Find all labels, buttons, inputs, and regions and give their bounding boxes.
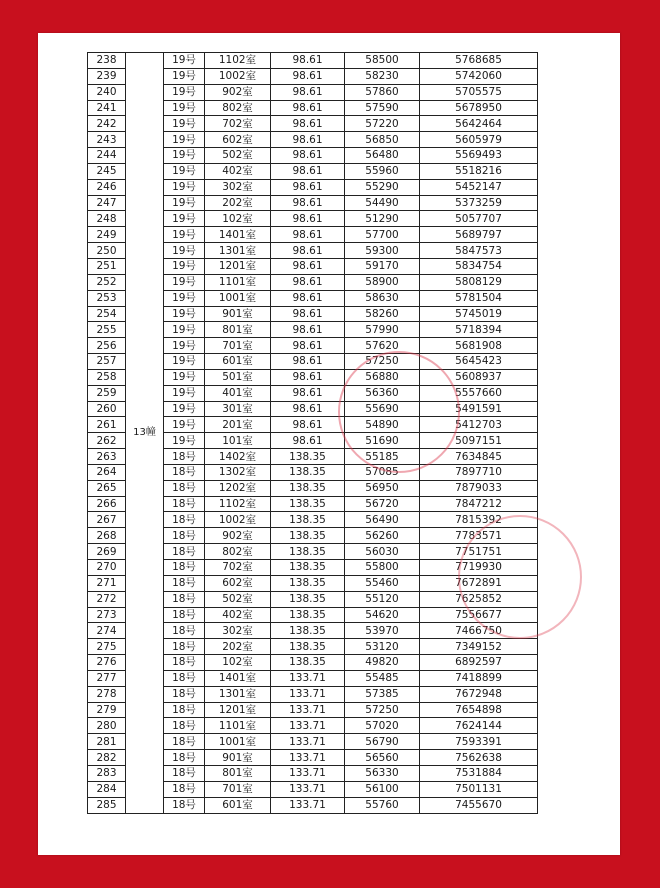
unit-number-cell: 18号 — [164, 528, 205, 544]
area-cell: 98.61 — [271, 243, 345, 259]
total-price-cell: 7466750 — [420, 623, 538, 639]
area-cell: 98.61 — [271, 274, 345, 290]
unit-number-cell: 18号 — [164, 781, 205, 797]
room-number-cell: 1401室 — [205, 670, 271, 686]
total-price-cell: 5642464 — [420, 116, 538, 132]
total-price-cell: 7349152 — [420, 639, 538, 655]
area-cell: 138.35 — [271, 528, 345, 544]
area-cell: 138.35 — [271, 496, 345, 512]
room-number-cell: 1002室 — [205, 68, 271, 84]
unit-number-cell: 19号 — [164, 195, 205, 211]
row-number-cell: 283 — [88, 765, 126, 781]
room-number-cell: 902室 — [205, 84, 271, 100]
total-price-cell: 7672948 — [420, 686, 538, 702]
row-number-cell: 284 — [88, 781, 126, 797]
total-price-cell: 5557660 — [420, 385, 538, 401]
room-number-cell: 1101室 — [205, 274, 271, 290]
room-number-cell: 702室 — [205, 116, 271, 132]
total-price-cell: 7625852 — [420, 591, 538, 607]
building-cell: 13幢 — [126, 53, 164, 814]
area-cell: 138.35 — [271, 464, 345, 480]
total-price-cell: 7751751 — [420, 544, 538, 560]
area-cell: 138.35 — [271, 544, 345, 560]
area-cell: 98.61 — [271, 132, 345, 148]
room-number-cell: 102室 — [205, 655, 271, 671]
unit-price-cell: 55185 — [345, 449, 420, 465]
room-number-cell: 801室 — [205, 765, 271, 781]
row-number-cell: 242 — [88, 116, 126, 132]
unit-number-cell: 19号 — [164, 179, 205, 195]
area-cell: 98.61 — [271, 322, 345, 338]
unit-price-cell: 53970 — [345, 623, 420, 639]
unit-number-cell: 18号 — [164, 449, 205, 465]
row-number-cell: 252 — [88, 274, 126, 290]
room-number-cell: 1302室 — [205, 464, 271, 480]
area-cell: 98.61 — [271, 354, 345, 370]
unit-price-cell: 51290 — [345, 211, 420, 227]
row-number-cell: 256 — [88, 338, 126, 354]
area-cell: 98.61 — [271, 84, 345, 100]
unit-number-cell: 19号 — [164, 116, 205, 132]
row-number-cell: 244 — [88, 148, 126, 164]
unit-number-cell: 19号 — [164, 84, 205, 100]
unit-price-cell: 57700 — [345, 227, 420, 243]
row-number-cell: 276 — [88, 655, 126, 671]
unit-number-cell: 18号 — [164, 560, 205, 576]
unit-price-cell: 54620 — [345, 607, 420, 623]
room-number-cell: 1102室 — [205, 496, 271, 512]
room-number-cell: 901室 — [205, 750, 271, 766]
unit-price-cell: 56950 — [345, 480, 420, 496]
room-number-cell: 1001室 — [205, 734, 271, 750]
area-cell: 133.71 — [271, 670, 345, 686]
unit-number-cell: 18号 — [164, 797, 205, 813]
row-number-cell: 245 — [88, 163, 126, 179]
area-cell: 133.71 — [271, 781, 345, 797]
unit-number-cell: 19号 — [164, 433, 205, 449]
row-number-cell: 282 — [88, 750, 126, 766]
unit-number-cell: 19号 — [164, 258, 205, 274]
unit-number-cell: 19号 — [164, 322, 205, 338]
room-number-cell: 202室 — [205, 195, 271, 211]
price-table-body — [88, 53, 538, 814]
total-price-cell: 7879033 — [420, 480, 538, 496]
row-number-cell: 239 — [88, 68, 126, 84]
unit-price-cell: 57085 — [345, 464, 420, 480]
unit-number-cell: 18号 — [164, 512, 205, 528]
unit-number-cell: 19号 — [164, 385, 205, 401]
unit-number-cell: 18号 — [164, 480, 205, 496]
row-number-cell: 249 — [88, 227, 126, 243]
area-cell: 98.61 — [271, 369, 345, 385]
row-number-cell: 243 — [88, 132, 126, 148]
row-number-cell: 260 — [88, 401, 126, 417]
room-number-cell: 701室 — [205, 338, 271, 354]
total-price-cell: 7847212 — [420, 496, 538, 512]
room-number-cell: 602室 — [205, 575, 271, 591]
room-number-cell: 1202室 — [205, 480, 271, 496]
unit-number-cell: 19号 — [164, 369, 205, 385]
row-number-cell: 267 — [88, 512, 126, 528]
area-cell: 138.35 — [271, 655, 345, 671]
area-cell: 98.61 — [271, 290, 345, 306]
unit-price-cell: 59170 — [345, 258, 420, 274]
unit-number-cell: 19号 — [164, 274, 205, 290]
total-price-cell: 7719930 — [420, 560, 538, 576]
area-cell: 98.61 — [271, 53, 345, 69]
room-number-cell: 1301室 — [205, 243, 271, 259]
total-price-cell: 5808129 — [420, 274, 538, 290]
area-cell: 138.35 — [271, 560, 345, 576]
total-price-cell: 7531884 — [420, 765, 538, 781]
row-number-cell: 269 — [88, 544, 126, 560]
unit-price-cell: 53120 — [345, 639, 420, 655]
unit-price-cell: 58230 — [345, 68, 420, 84]
unit-number-cell: 18号 — [164, 686, 205, 702]
unit-price-cell: 56330 — [345, 765, 420, 781]
room-number-cell: 402室 — [205, 607, 271, 623]
row-number-cell: 278 — [88, 686, 126, 702]
total-price-cell: 5705575 — [420, 84, 538, 100]
row-number-cell: 280 — [88, 718, 126, 734]
total-price-cell: 5518216 — [420, 163, 538, 179]
unit-number-cell: 19号 — [164, 354, 205, 370]
row-number-cell: 251 — [88, 258, 126, 274]
row-number-cell: 264 — [88, 464, 126, 480]
total-price-cell: 5718394 — [420, 322, 538, 338]
room-number-cell: 902室 — [205, 528, 271, 544]
unit-price-cell: 55485 — [345, 670, 420, 686]
area-cell: 138.35 — [271, 512, 345, 528]
row-number-cell: 277 — [88, 670, 126, 686]
unit-number-cell: 19号 — [164, 227, 205, 243]
total-price-cell: 7556677 — [420, 607, 538, 623]
room-number-cell: 102室 — [205, 211, 271, 227]
total-price-cell: 5057707 — [420, 211, 538, 227]
document-page — [38, 33, 620, 855]
area-cell: 98.61 — [271, 385, 345, 401]
row-number-cell: 246 — [88, 179, 126, 195]
room-number-cell: 302室 — [205, 179, 271, 195]
unit-number-cell: 19号 — [164, 417, 205, 433]
unit-price-cell: 54490 — [345, 195, 420, 211]
unit-number-cell: 19号 — [164, 53, 205, 69]
unit-price-cell: 57385 — [345, 686, 420, 702]
room-number-cell: 802室 — [205, 544, 271, 560]
unit-price-cell: 57590 — [345, 100, 420, 116]
unit-number-cell: 18号 — [164, 575, 205, 591]
room-number-cell: 202室 — [205, 639, 271, 655]
row-number-cell: 274 — [88, 623, 126, 639]
area-cell: 98.61 — [271, 338, 345, 354]
unit-price-cell: 56880 — [345, 369, 420, 385]
room-number-cell: 1001室 — [205, 290, 271, 306]
area-cell: 138.35 — [271, 591, 345, 607]
room-number-cell: 302室 — [205, 623, 271, 639]
unit-number-cell: 19号 — [164, 338, 205, 354]
area-cell: 133.71 — [271, 702, 345, 718]
unit-number-cell: 19号 — [164, 132, 205, 148]
row-number-cell: 241 — [88, 100, 126, 116]
unit-price-cell: 58630 — [345, 290, 420, 306]
unit-price-cell: 58900 — [345, 274, 420, 290]
unit-price-cell: 56480 — [345, 148, 420, 164]
area-cell: 133.71 — [271, 750, 345, 766]
area-cell: 98.61 — [271, 227, 345, 243]
area-cell: 138.35 — [271, 480, 345, 496]
total-price-cell: 5768685 — [420, 53, 538, 69]
unit-number-cell: 18号 — [164, 718, 205, 734]
room-number-cell: 201室 — [205, 417, 271, 433]
row-number-cell: 259 — [88, 385, 126, 401]
row-number-cell: 273 — [88, 607, 126, 623]
unit-price-cell: 57250 — [345, 354, 420, 370]
room-number-cell: 502室 — [205, 591, 271, 607]
room-number-cell: 601室 — [205, 354, 271, 370]
room-number-cell: 101室 — [205, 433, 271, 449]
unit-number-cell: 19号 — [164, 401, 205, 417]
room-number-cell: 602室 — [205, 132, 271, 148]
row-number-cell: 272 — [88, 591, 126, 607]
unit-price-cell: 55120 — [345, 591, 420, 607]
room-number-cell: 701室 — [205, 781, 271, 797]
room-number-cell: 1402室 — [205, 449, 271, 465]
total-price-cell: 5373259 — [420, 195, 538, 211]
total-price-cell: 5745019 — [420, 306, 538, 322]
unit-price-cell: 56260 — [345, 528, 420, 544]
unit-price-cell: 56490 — [345, 512, 420, 528]
room-number-cell: 301室 — [205, 401, 271, 417]
row-number-cell: 262 — [88, 433, 126, 449]
area-cell: 138.35 — [271, 607, 345, 623]
row-number-cell: 257 — [88, 354, 126, 370]
unit-number-cell: 18号 — [164, 639, 205, 655]
room-number-cell: 402室 — [205, 163, 271, 179]
unit-price-cell: 55960 — [345, 163, 420, 179]
total-price-cell: 5834754 — [420, 258, 538, 274]
unit-price-cell: 56560 — [345, 750, 420, 766]
area-cell: 133.71 — [271, 797, 345, 813]
total-price-cell: 5689797 — [420, 227, 538, 243]
total-price-cell: 5781504 — [420, 290, 538, 306]
unit-number-cell: 18号 — [164, 734, 205, 750]
unit-price-cell: 59300 — [345, 243, 420, 259]
row-number-cell: 258 — [88, 369, 126, 385]
unit-price-cell: 56100 — [345, 781, 420, 797]
row-number-cell: 240 — [88, 84, 126, 100]
unit-number-cell: 19号 — [164, 100, 205, 116]
total-price-cell: 5742060 — [420, 68, 538, 84]
unit-price-cell: 55690 — [345, 401, 420, 417]
room-number-cell: 501室 — [205, 369, 271, 385]
total-price-cell: 7815392 — [420, 512, 538, 528]
row-number-cell: 275 — [88, 639, 126, 655]
unit-price-cell: 58260 — [345, 306, 420, 322]
unit-number-cell: 18号 — [164, 655, 205, 671]
total-price-cell: 7897710 — [420, 464, 538, 480]
row-number-cell: 248 — [88, 211, 126, 227]
room-number-cell: 1201室 — [205, 258, 271, 274]
area-cell: 98.61 — [271, 211, 345, 227]
area-cell: 138.35 — [271, 449, 345, 465]
room-number-cell: 401室 — [205, 385, 271, 401]
unit-price-cell: 51690 — [345, 433, 420, 449]
room-number-cell: 1102室 — [205, 53, 271, 69]
row-number-cell: 261 — [88, 417, 126, 433]
area-cell: 98.61 — [271, 68, 345, 84]
unit-number-cell: 18号 — [164, 544, 205, 560]
unit-number-cell: 19号 — [164, 211, 205, 227]
unit-price-cell: 57020 — [345, 718, 420, 734]
unit-price-cell: 55460 — [345, 575, 420, 591]
area-cell: 98.61 — [271, 433, 345, 449]
row-number-cell: 254 — [88, 306, 126, 322]
row-number-cell: 247 — [88, 195, 126, 211]
unit-number-cell: 19号 — [164, 68, 205, 84]
total-price-cell: 5681908 — [420, 338, 538, 354]
row-number-cell: 253 — [88, 290, 126, 306]
row-number-cell: 285 — [88, 797, 126, 813]
room-number-cell: 702室 — [205, 560, 271, 576]
price-table-container — [87, 52, 538, 814]
area-cell: 138.35 — [271, 639, 345, 655]
row-number-cell: 270 — [88, 560, 126, 576]
unit-number-cell: 18号 — [164, 464, 205, 480]
unit-number-cell: 18号 — [164, 496, 205, 512]
total-price-cell: 7593391 — [420, 734, 538, 750]
total-price-cell: 7455670 — [420, 797, 538, 813]
row-number-cell: 279 — [88, 702, 126, 718]
row-number-cell: 263 — [88, 449, 126, 465]
unit-number-cell: 18号 — [164, 607, 205, 623]
unit-number-cell: 19号 — [164, 306, 205, 322]
unit-number-cell: 18号 — [164, 765, 205, 781]
total-price-cell: 5491591 — [420, 401, 538, 417]
unit-price-cell: 57860 — [345, 84, 420, 100]
total-price-cell: 7624144 — [420, 718, 538, 734]
unit-number-cell: 19号 — [164, 163, 205, 179]
area-cell: 98.61 — [271, 306, 345, 322]
area-cell: 133.71 — [271, 765, 345, 781]
row-number-cell: 265 — [88, 480, 126, 496]
unit-price-cell: 55760 — [345, 797, 420, 813]
unit-number-cell: 19号 — [164, 148, 205, 164]
area-cell: 98.61 — [271, 258, 345, 274]
room-number-cell: 502室 — [205, 148, 271, 164]
total-price-cell: 5847573 — [420, 243, 538, 259]
room-number-cell: 901室 — [205, 306, 271, 322]
unit-price-cell: 57990 — [345, 322, 420, 338]
area-cell: 98.61 — [271, 163, 345, 179]
area-cell: 138.35 — [271, 623, 345, 639]
total-price-cell: 5645423 — [420, 354, 538, 370]
row-number-cell: 268 — [88, 528, 126, 544]
total-price-cell: 7783571 — [420, 528, 538, 544]
unit-price-cell: 58500 — [345, 53, 420, 69]
row-number-cell: 281 — [88, 734, 126, 750]
table-row — [88, 53, 538, 69]
area-cell: 98.61 — [271, 148, 345, 164]
room-number-cell: 1101室 — [205, 718, 271, 734]
unit-price-cell: 57220 — [345, 116, 420, 132]
unit-price-cell: 56790 — [345, 734, 420, 750]
total-price-cell: 7501131 — [420, 781, 538, 797]
area-cell: 98.61 — [271, 179, 345, 195]
total-price-cell: 7672891 — [420, 575, 538, 591]
row-number-cell: 250 — [88, 243, 126, 259]
unit-price-cell: 54890 — [345, 417, 420, 433]
area-cell: 98.61 — [271, 417, 345, 433]
room-number-cell: 1201室 — [205, 702, 271, 718]
unit-number-cell: 18号 — [164, 623, 205, 639]
room-number-cell: 1301室 — [205, 686, 271, 702]
room-number-cell: 802室 — [205, 100, 271, 116]
unit-price-cell: 57620 — [345, 338, 420, 354]
total-price-cell: 7654898 — [420, 702, 538, 718]
area-cell: 138.35 — [271, 575, 345, 591]
area-cell: 98.61 — [271, 116, 345, 132]
unit-price-cell: 49820 — [345, 655, 420, 671]
total-price-cell: 5605979 — [420, 132, 538, 148]
total-price-cell: 5678950 — [420, 100, 538, 116]
unit-number-cell: 19号 — [164, 243, 205, 259]
room-number-cell: 601室 — [205, 797, 271, 813]
total-price-cell: 6892597 — [420, 655, 538, 671]
total-price-cell: 7418899 — [420, 670, 538, 686]
unit-price-cell: 57250 — [345, 702, 420, 718]
unit-number-cell: 18号 — [164, 750, 205, 766]
total-price-cell: 7634845 — [420, 449, 538, 465]
area-cell: 98.61 — [271, 401, 345, 417]
unit-number-cell: 19号 — [164, 290, 205, 306]
area-cell: 133.71 — [271, 686, 345, 702]
total-price-cell: 5569493 — [420, 148, 538, 164]
row-number-cell: 255 — [88, 322, 126, 338]
total-price-cell: 5412703 — [420, 417, 538, 433]
total-price-cell: 5452147 — [420, 179, 538, 195]
room-number-cell: 1401室 — [205, 227, 271, 243]
total-price-cell: 7562638 — [420, 750, 538, 766]
unit-number-cell: 18号 — [164, 670, 205, 686]
unit-price-cell: 56360 — [345, 385, 420, 401]
unit-number-cell: 18号 — [164, 702, 205, 718]
area-cell: 98.61 — [271, 195, 345, 211]
room-number-cell: 801室 — [205, 322, 271, 338]
area-cell: 98.61 — [271, 100, 345, 116]
unit-price-cell: 55290 — [345, 179, 420, 195]
unit-price-cell: 56030 — [345, 544, 420, 560]
area-cell: 133.71 — [271, 734, 345, 750]
unit-price-cell: 56850 — [345, 132, 420, 148]
total-price-cell: 5608937 — [420, 369, 538, 385]
room-number-cell: 1002室 — [205, 512, 271, 528]
unit-price-cell: 56720 — [345, 496, 420, 512]
unit-number-cell: 18号 — [164, 591, 205, 607]
row-number-cell: 238 — [88, 53, 126, 69]
total-price-cell: 5097151 — [420, 433, 538, 449]
price-table — [87, 52, 538, 814]
row-number-cell: 271 — [88, 575, 126, 591]
area-cell: 133.71 — [271, 718, 345, 734]
unit-price-cell: 55800 — [345, 560, 420, 576]
row-number-cell: 266 — [88, 496, 126, 512]
